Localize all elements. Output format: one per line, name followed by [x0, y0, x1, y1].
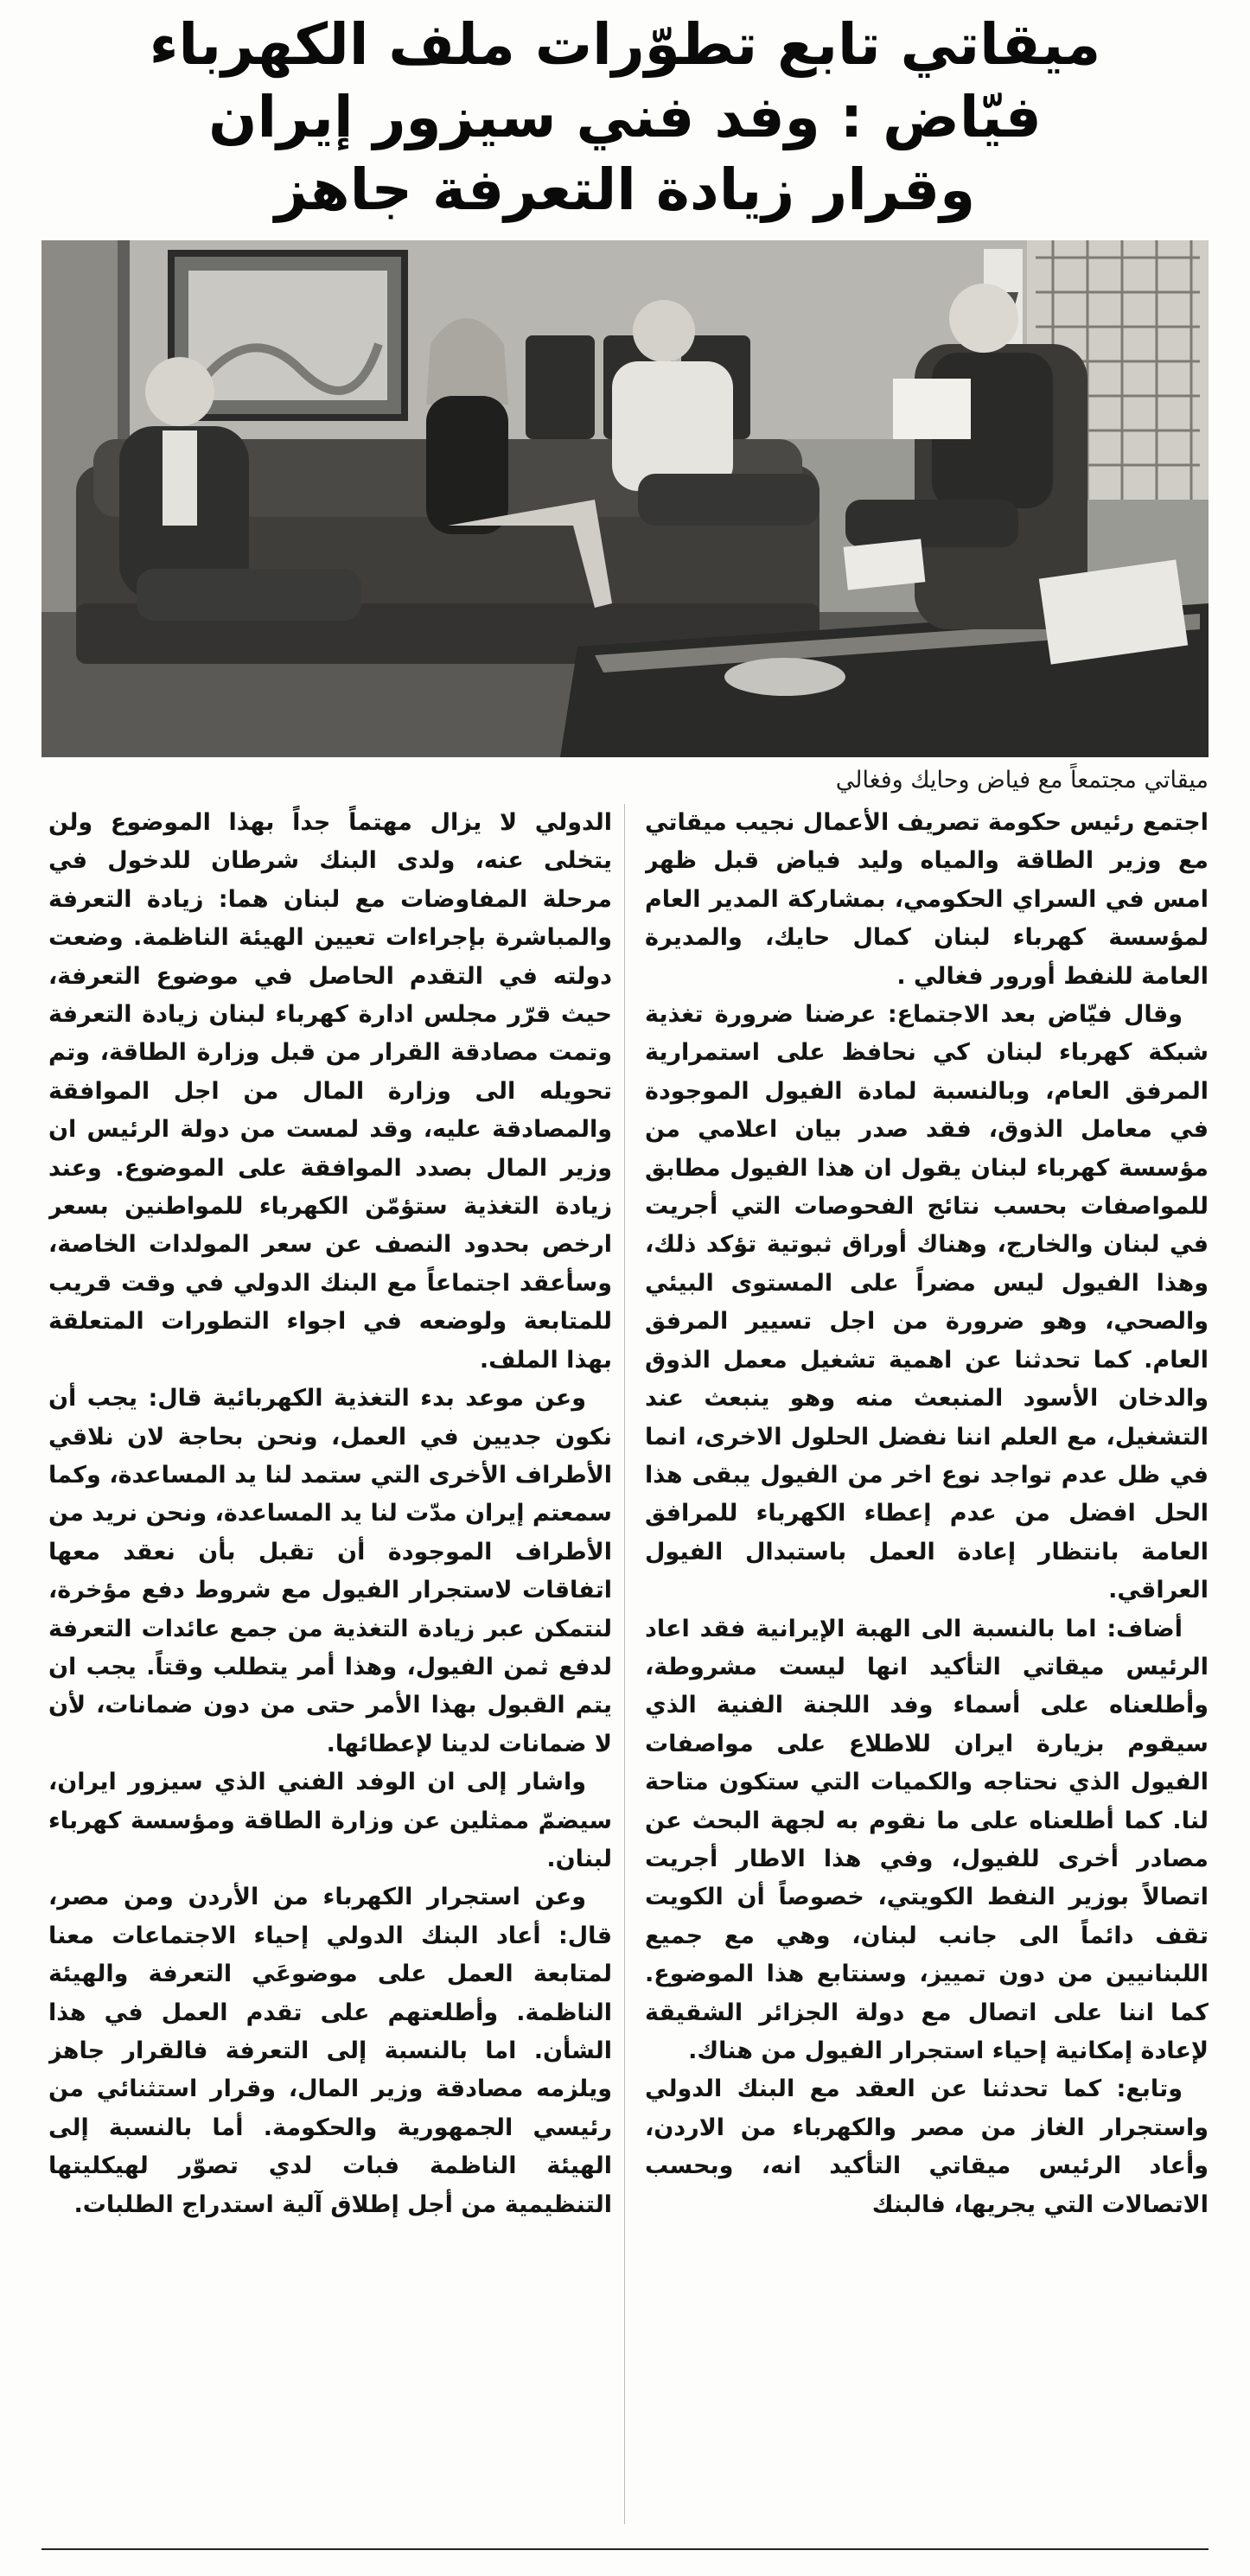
paragraph: اجتمع رئيس حكومة تصريف الأعمال نجيب ميقاتي مع وزير الطاقة والمياه وليد فياض قبل ظهر امس في السراي الحكومي، بمشاركة المدير العام لمؤسسة كهرباء لبنان كمال حايك، والمديرة العامة للنفط أورور فغالي .	[645, 809, 1209, 990]
paragraph: الدولي لا يزال مهتماً جداً بهذا الموضوع ولن يتخلى عنه، ولدى البنك شرطان للدخول في مرحلة المفاوضات مع لبنان هما: زيادة التعرفة والمباشرة بإجراءات تعيين الهيئة الناظمة. وضعت دولته في التقدم الحاصل في موضوع التعرفة، حيث قرّر مجلس ادارة كهرباء لبنان زيادة التعرفة وتمت مصادقة القرار من قبل وزارة الطاقة، وتم تحويله الى وزارة المال من اجل الموافقة والمصادقة عليه، وقد لمست من دولة الرئيس ان وزير المال بصدد الموافقة على الموضوع. وعند زيادة التغذية ستؤمّن الكهرباء للمواطنين بسعر ارخص بحدود النصف عن سعر المولدات الخاصة، وسأعقد اجتماعاً مع البنك الدولي في وقت قريب للمتابعة ولوضعه في اجواء التطورات المتعلقة بهذا الملف.	[48, 809, 612, 1374]
paragraph: وقال فيّاض بعد الاجتماع: عرضنا ضرورة تغذية شبكة كهرباء لبنان كي نحافظ على استمرارية المرفق العام، وبالنسبة لمادة الفيول الموجودة في معامل الذوق، فقد صدر بيان اعلامي من مؤسسة كهرباء لبنان يقول ان هذا الفيول مطابق للمواصفات بحسب نتائج الفحوصات التي أجريت في لبنان والخارج، وهناك أوراق ثبوتية تؤكد ذلك، وهذا الفيول ليس مضراً على المستوى البيئي والصحي، وهو ضرورة من اجل تسيير المرفق العام. كما تحدثنا عن اهمية تشغيل معمل الذوق والدخان الأسود المنبعث منه وهو ينبعث عند التشغيل، مع العلم اننا نفضل الحلول الاخرى، انما في ظل عدم تواجد نوع اخر من الفيول يبقى هذا الحل افضل من عدم إعطاء الكهرباء للمرافق العامة بانتظار إعادة العمل باستبدال الفيول العراقي.	[645, 1001, 1209, 1604]
photo-caption: ميقاتي مجتمعاً مع فياض وحايك وفغالي	[835, 767, 1209, 794]
headline-line-3: وقرار زيادة التعرفة جاهز	[274, 156, 976, 223]
paragraph: أضاف: اما بالنسبة الى الهبة الإيرانية فقد اعاد الرئيس ميقاتي التأكيد انها ليست مشروطة، وأطلعناه على أسماء وفد اللجنة الفنية الذي سيقوم بزيارة ايران للاطلاع على مواصفات الفيول الذي نحتاجه والكميات التي ستكون متاحة لنا. كما أطلعناه على ما نقوم به لجهة البحث عن مصادر أخرى للفيول، وفي هذا الاطار أجريت اتصالاً بوزير النفط الكويتي، خصوصاً أن الكويت تقف دائماً الى جانب لبنان، وهي مع جميع اللبنانيين من دون تمييز، وسنتابع هذا الموضوع. كما اننا على اتصال مع دولة الجزائر الشقيقة لإعادة إمكانية إحياء استجرار الفيول من هناك.	[645, 1615, 1209, 2064]
meeting-photo	[41, 240, 1209, 757]
paragraph: وعن موعد بدء التغذية الكهربائية قال: يجب أن نكون جديين في العمل، ونحن بحاجة لان نلاقي الأطراف الأخرى التي ستمد لنا يد المساعدة، وكما سمعتم إيران مدّت لنا يد المساعدة، ونحن نريد من الأطراف الموجودة أن تقبل بأن نعقد معها اتفاقات لاستجرار الفيول مع شروط دفع مؤخرة، لنتمكن عبر زيادة التغذية من جمع عائدات التعرفة لدفع ثمن الفيول، وهذا أمر يتطلب وقتاً. يجب ان يتم القبول بهذا الأمر حتى من دون ضمانات، لأن لا ضمانات لدينا لإعطائها.	[48, 1385, 612, 1757]
paragraph: وتابع: كما تحدثنا عن العقد مع البنك الدولي واستجرار الغاز من مصر والكهرباء من الاردن، وأعاد الرئيس ميقاتي التأكيد انه، وبحسب الاتصالات التي يجريها، فالبنك	[645, 2075, 1209, 2218]
headline	[52, 9, 1198, 226]
headline-line-2: فيّاض : وفد فني سيزور إيران	[208, 84, 1042, 150]
headline-line-1: ميقاتي تابع تطوّرات ملف الكهرباء	[149, 11, 1101, 78]
bottom-rule	[41, 2548, 1209, 2550]
article-column-left	[48, 804, 612, 2533]
article-column-right	[645, 804, 1209, 2533]
paragraph: وعن استجرار الكهرباء من الأردن ومن مصر، قال: أعاد البنك الدولي إحياء الاجتماعات معنا لمتابعة العمل على موضوعَي التعرفة والهيئة الناظمة. وأطلعتهم على تقدم العمل في هذا الشأن. اما بالنسبة إلى التعرفة فالقرار جاهز ويلزمه مصادقة وزير المال، وقرار استثنائي من رئيسي الجمهورية والحكومة. أما بالنسبة إلى الهيئة الناظمة فبات لدي تصوّر لهيكليتها التنظيمية من أجل إطلاق آلية استدراج الطلبات.	[48, 1884, 612, 2218]
paragraph: واشار إلى ان الوفد الفني الذي سيزور ايران، سيضمّ ممثلين عن وزارة الطاقة ومؤسسة كهرباء لبنان.	[48, 1769, 612, 1872]
column-divider	[624, 804, 625, 2524]
